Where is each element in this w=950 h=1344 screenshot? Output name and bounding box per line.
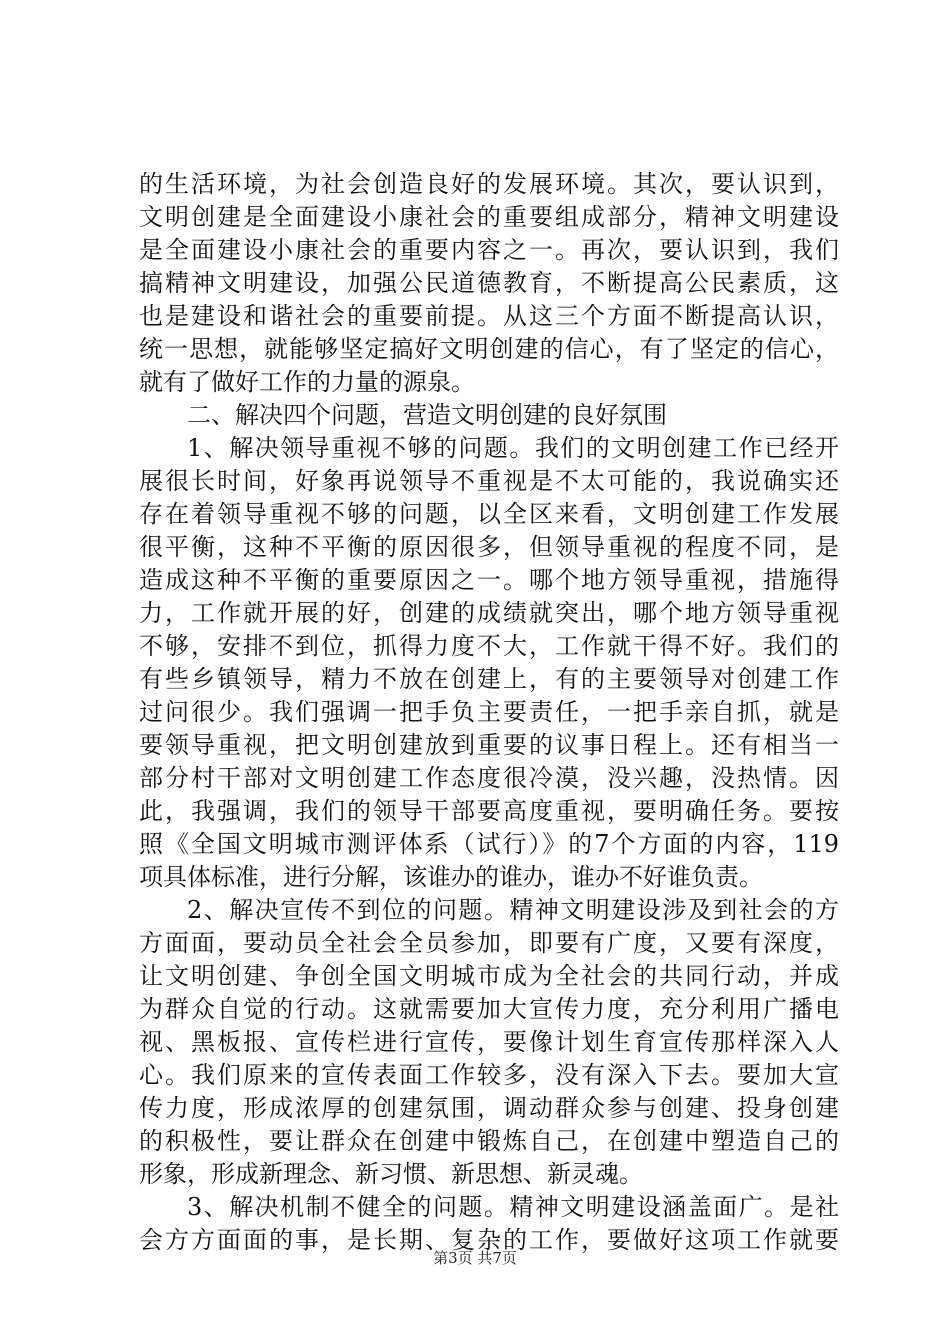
text-line: 存在着领导重视不够的问题，以全区来看，文明创建工作发展 <box>139 500 839 528</box>
text-line: 会方方面面的事，是长期、复杂的工作，要做好这项工作就要 <box>139 1226 839 1254</box>
text-line: 力，工作就开展的好，创建的成绩就突出，哪个地方领导重视 <box>139 599 839 627</box>
text-line: 不够，安排不到位，抓得力度不大，工作就干得不好。我们的 <box>139 632 839 660</box>
text-line: 造成这种不平衡的重要原因之一。哪个地方领导重视，措施得 <box>139 566 839 594</box>
text-line: 搞精神文明建设，加强公民道德教育，不断提高公民素质，这 <box>139 269 839 297</box>
text-line: 的生活环境，为社会创造良好的发展环境。其次，要认识到， <box>139 170 839 198</box>
text-line: 为群众自觉的行动。这就需要加大宣传力度，充分利用广播电 <box>139 995 839 1023</box>
text-line: 心。我们原来的宣传表面工作较多，没有深入下去。要加大宣 <box>139 1061 839 1089</box>
text-line: 2、解决宣传不到位的问题。精神文明建设涉及到社会的方 <box>187 896 839 924</box>
text-line: 二、解决四个问题，营造文明创建的良好氛围 <box>187 401 667 429</box>
text-line: 部分村干部对文明创建工作态度很冷漠，没兴趣，没热情。因 <box>139 764 839 792</box>
page-footer: 第3页 共7页 <box>433 1249 517 1267</box>
text-line: 展很长时间，好象再说领导不重视是不太可能的，我说确实还 <box>139 467 839 495</box>
text-line: 统一思想，就能够坚定搞好文明创建的信心，有了坚定的信心， <box>139 335 839 363</box>
text-line: 就有了做好工作的力量的源泉。 <box>139 368 475 396</box>
text-line: 此，我强调，我们的领导干部要高度重视，要明确任务。要按 <box>139 797 839 825</box>
text-line: 也是建设和谐社会的重要前提。从这三个方面不断提高认识， <box>139 302 839 330</box>
text-line: 是全面建设小康社会的重要内容之一。再次，要认识到，我们 <box>139 236 839 264</box>
text-line: 3、解决机制不健全的问题。精神文明建设涵盖面广。是社 <box>187 1193 839 1221</box>
text-line: 文明创建是全面建设小康社会的重要组成部分，精神文明建设 <box>139 203 839 231</box>
text-line: 形象，形成新理念、新习惯、新思想、新灵魂。 <box>139 1160 643 1188</box>
text-line: 视、黑板报、宣传栏进行宣传，要像计划生育宣传那样深入人 <box>139 1028 839 1056</box>
text-line: 很平衡，这种不平衡的原因很多，但领导重视的程度不同，是 <box>139 533 839 561</box>
text-line: 照《全国文明城市测评体系（试行）》的7个方面的内容，119 <box>139 830 839 858</box>
text-line: 要领导重视，把文明创建放到重要的议事日程上。还有相当一 <box>139 731 839 759</box>
text-line: 方面面，要动员全社会全员参加，即要有广度，又要有深度， <box>139 929 839 957</box>
document-body <box>139 168 839 1257</box>
text-line: 传力度，形成浓厚的创建氛围，调动群众参与创建、投身创建 <box>139 1094 839 1122</box>
text-line: 过问很少。我们强调一把手负主要责任，一把手亲自抓，就是 <box>139 698 839 726</box>
text-line: 的积极性，要让群众在创建中锻炼自己，在创建中塑造自己的 <box>139 1127 839 1155</box>
text-line: 让文明创建、争创全国文明城市成为全社会的共同行动，并成 <box>139 962 839 990</box>
text-line: 项具体标准，进行分解，该谁办的谁办，谁办不好谁负责。 <box>139 863 763 891</box>
text-line: 1、解决领导重视不够的问题。我们的文明创建工作已经开 <box>187 434 839 462</box>
text-line: 有些乡镇领导，精力不放在创建上，有的主要领导对创建工作 <box>139 665 839 693</box>
